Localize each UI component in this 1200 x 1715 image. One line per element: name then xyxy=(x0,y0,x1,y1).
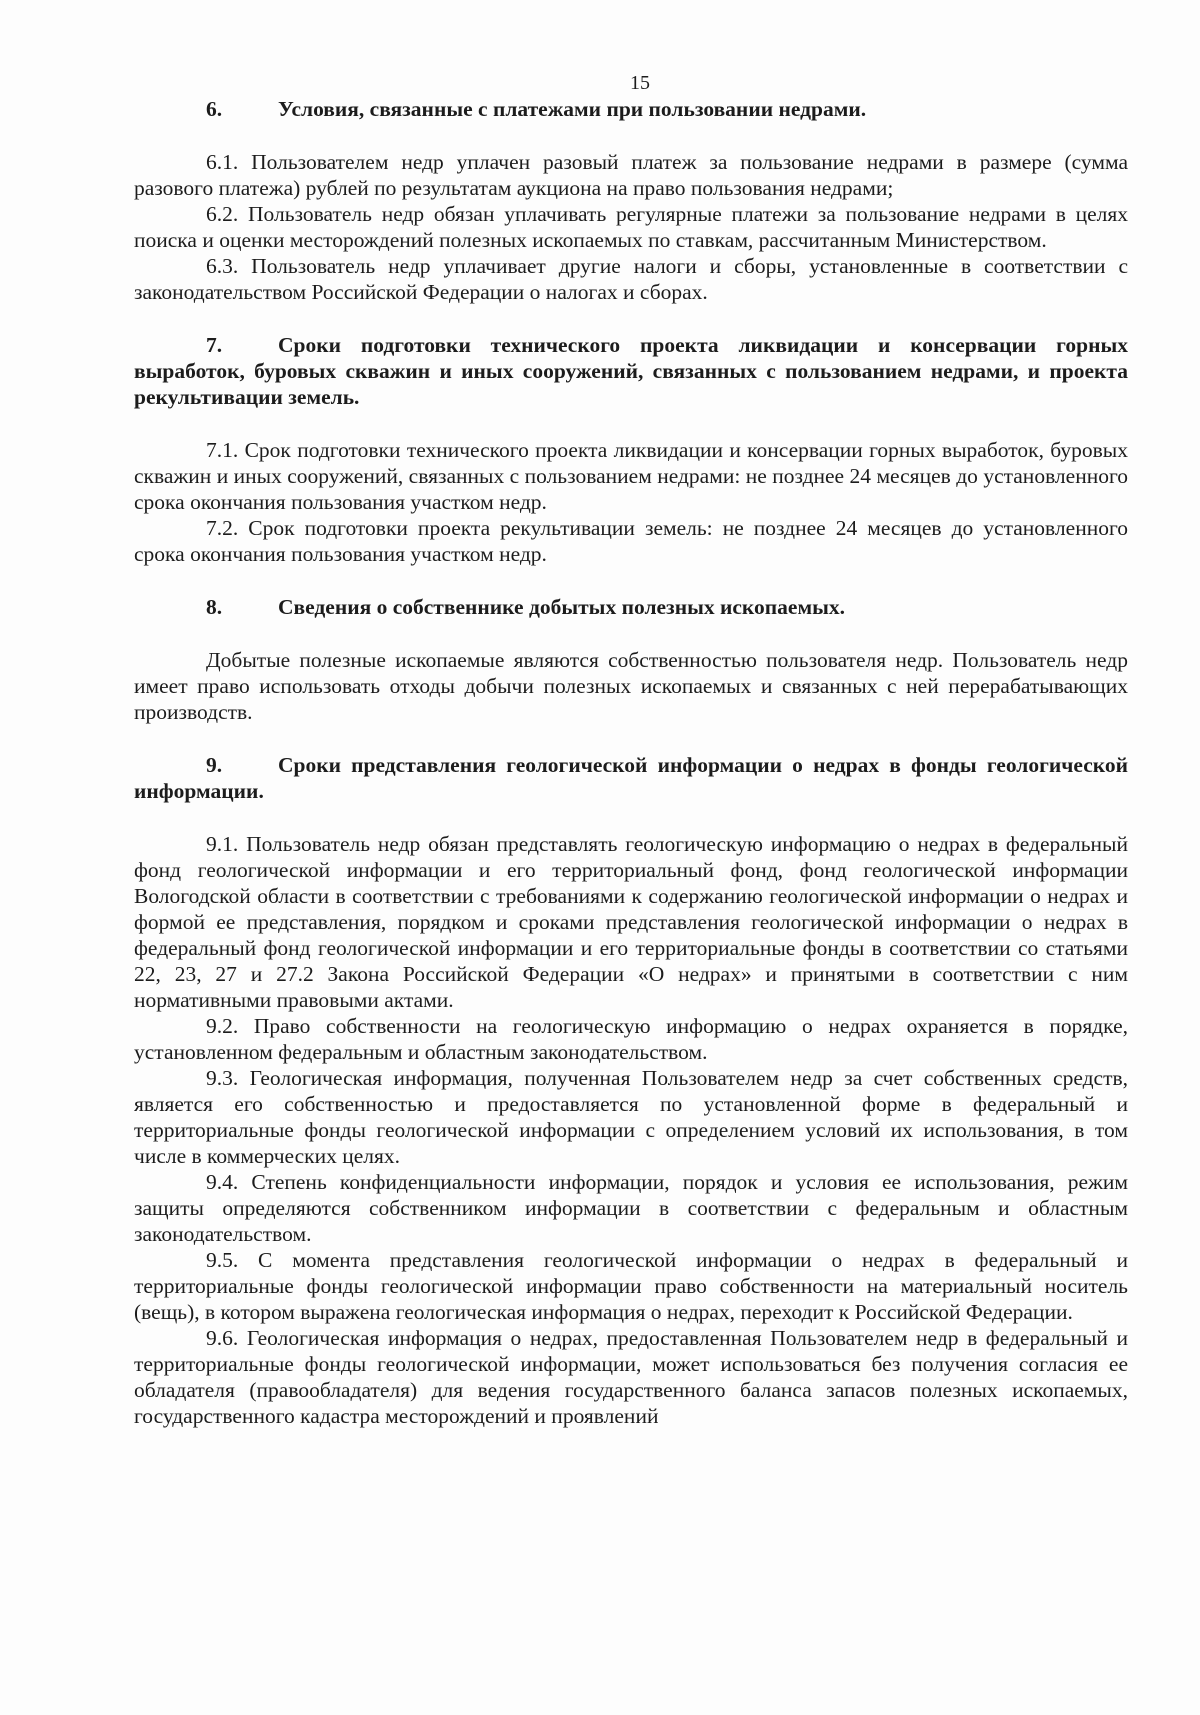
section-number: 7. xyxy=(206,333,223,357)
paragraph-6-1: 6.1. Пользователем недр уплачен разовый платеж за пользование недрами в размере (сумма разового платежа) рублей по результатам аукциона на право пользования недрами; xyxy=(134,150,1128,200)
document-body xyxy=(134,96,1128,1429)
section-number: 8. xyxy=(206,595,223,619)
section-heading-9 xyxy=(134,752,1128,804)
section-title: Сроки представления геологической информации о недрах в фонды геологической информации. xyxy=(134,753,1128,803)
paragraph-9-4: 9.4. Степень конфиденциальности информации, порядок и условия ее использования, режим защиты определяются собственником информации в соответствии с федеральным и областным законодательством. xyxy=(134,1170,1128,1246)
page-number: 15 xyxy=(630,72,650,94)
section-heading-7 xyxy=(134,332,1128,410)
section-title: Условия, связанные с платежами при пользовании недрами. xyxy=(278,97,867,121)
paragraph-9-3: 9.3. Геологическая информация, полученная Пользователем недр за счет собственных средств, является его собственностью и предоставляется по установленной форме в федеральный и территориальные фонды геологической информации с определением условий их использования, в том числе в коммерческих целях. xyxy=(134,1066,1128,1168)
paragraph-7-2: 7.2. Срок подготовки проекта рекультивации земель: не позднее 24 месяцев до установленного срока окончания пользования участком недр. xyxy=(134,516,1128,566)
paragraph-9-6: 9.6. Геологическая информация о недрах, предоставленная Пользователем недр в федеральный и территориальные фонды геологической информации, может использоваться без получения согласия ее обладателя (правообладателя) для ведения государственного баланса запасов полезных ископаемых, государственного кадастра месторождений и проявлений xyxy=(134,1326,1128,1428)
paragraph-6-2: 6.2. Пользователь недр обязан уплачивать регулярные платежи за пользование недрами в целях поиска и оценки месторождений полезных ископаемых по ставкам, рассчитанным Министерством. xyxy=(134,202,1128,252)
paragraph-7-1: 7.1. Срок подготовки технического проекта ликвидации и консервации горных выработок, буровых скважин и иных сооружений, связанных с пользованием недрами: не позднее 24 месяцев до установленного срока окончания пользования участком недр. xyxy=(134,438,1128,514)
paragraph-8: Добытые полезные ископаемые являются собственностью пользователя недр. Пользователь недр имеет право использовать отходы добычи полезных ископаемых и связанных с ней перерабатывающих производств. xyxy=(134,648,1128,724)
paragraph-9-2: 9.2. Право собственности на геологическую информацию о недрах охраняется в порядке, установленном федеральным и областным законодательством. xyxy=(134,1014,1128,1064)
section-heading-6 xyxy=(134,96,1128,122)
section-title: Сведения о собственнике добытых полезных ископаемых. xyxy=(278,595,846,619)
paragraph-9-1: 9.1. Пользователь недр обязан представлять геологическую информацию о недрах в федеральный фонд геологической информации и его территориальный фонд, фонд геологической информации Вологодской области в соответствии с требованиями к содержанию геологической информации о недрах и формой ее представления, порядком и сроками представления геологической информации о недрах в федеральный фонд геологической информации и его территориальные фонды в соответствии со статьями 22, 23, 27 и 27.2 Закона Российской Федерации «О недрах» и принятыми в соответствии с ним нормативными правовыми актами. xyxy=(134,832,1128,1012)
paragraph-6-3: 6.3. Пользователь недр уплачивает другие налоги и сборы, установленные в соответствии с законодательством Российской Федерации о налогах и сборах. xyxy=(134,254,1128,304)
paragraph-9-5: 9.5. С момента представления геологической информации о недрах в федеральный и территориальные фонды геологической информации право собственности на материальный носитель (вещь), в котором выражена геологическая информация о недрах, переходит к Российской Федерации. xyxy=(134,1248,1128,1324)
section-title: Сроки подготовки технического проекта ликвидации и консервации горных выработок, буровых скважин и иных сооружений, связанных с пользованием недрами, и проекта рекультивации земель. xyxy=(134,333,1128,409)
section-heading-8 xyxy=(134,594,1128,620)
section-number: 9. xyxy=(206,753,223,777)
section-number: 6. xyxy=(206,97,223,121)
